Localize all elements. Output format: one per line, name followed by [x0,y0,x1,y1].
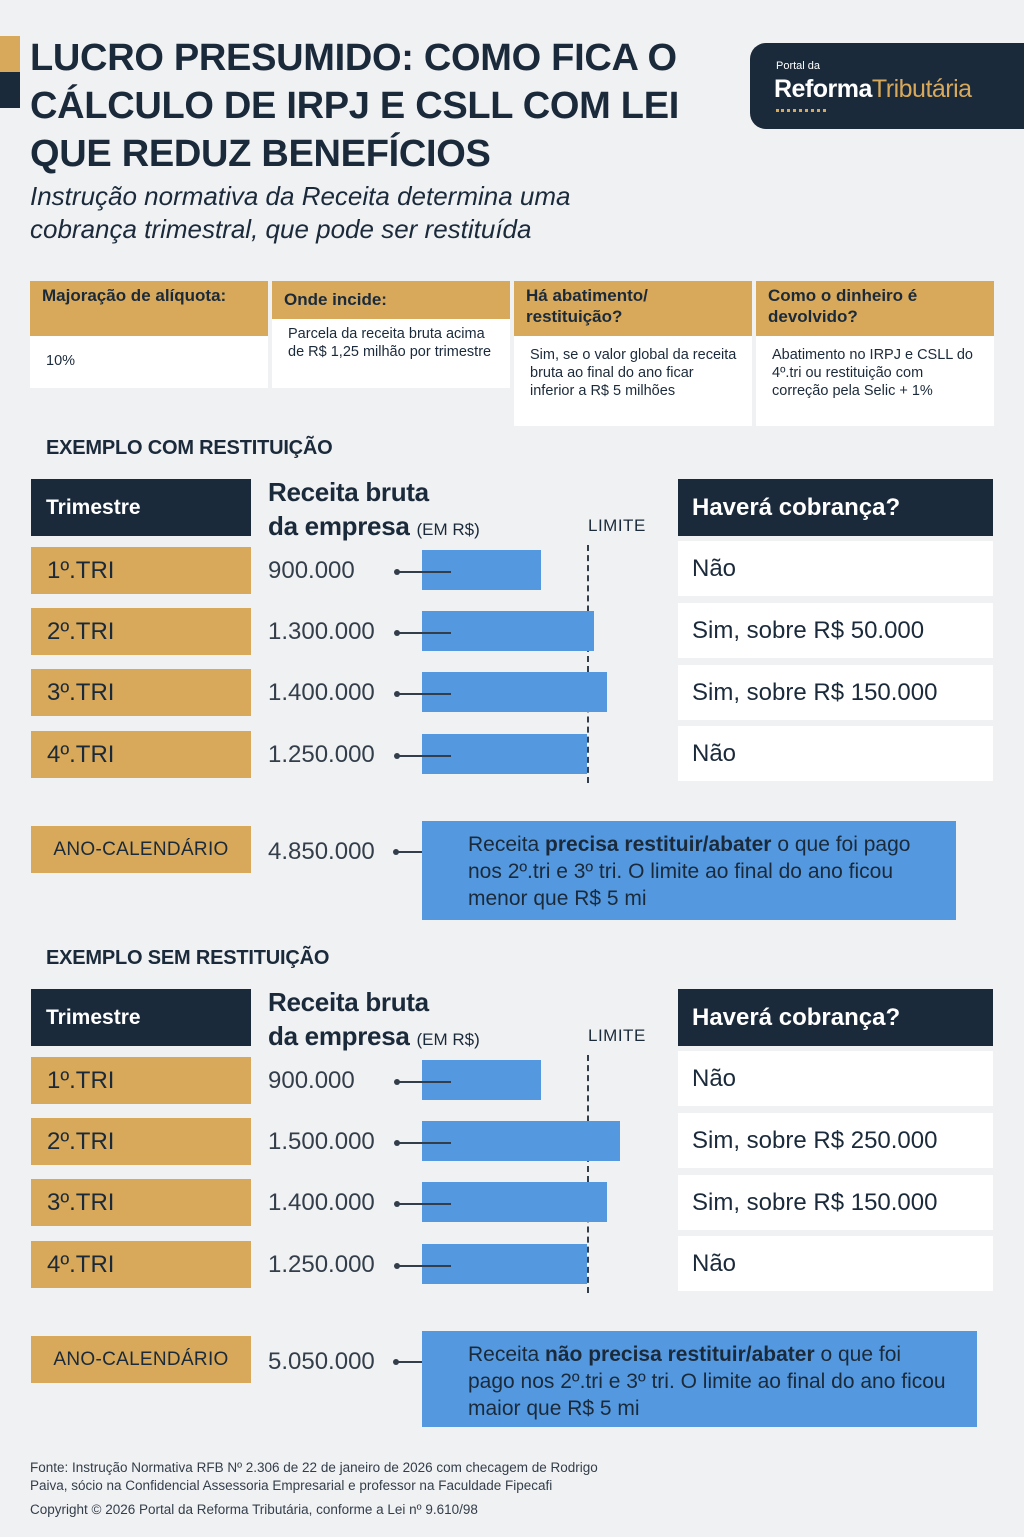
title-line: QUE REDUZ BENEFÍCIOS [30,133,491,175]
trimestre-cell: 4º.TRI [31,1241,251,1288]
receita-bar [422,1244,587,1284]
note-text-post: o que foi pago nos 2º.tri e 3º tri. O limite ao final do ano ficou maior que R$ 5 mi [468,1343,946,1420]
value-connector [397,1203,451,1205]
value-connector [397,632,451,634]
header-trimestre: Trimestre [31,479,251,536]
note-text-pre: Receita [468,833,546,856]
page-subtitle [30,180,730,246]
note-box [422,1331,977,1427]
receita-bar [422,672,607,712]
trimestre-cell: 3º.TRI [31,669,251,716]
header-havera-cobranca: Haverá cobrança? [678,989,993,1046]
subtitle-line: Instrução normativa da Receita determina uma [30,181,571,211]
accent-bar-gold [0,36,20,72]
ano-total-value: 4.850.000 [268,837,375,865]
receita-value: 1.300.000 [268,617,375,645]
ano-total-value: 5.050.000 [268,1347,375,1375]
note-box [422,821,956,920]
trimestre-cell: 1º.TRI [31,1057,251,1104]
cobranca-answer: Não [678,1051,993,1106]
receita-value: 1.400.000 [268,678,375,706]
cobranca-answer: Sim, sobre R$ 50.000 [678,603,993,658]
trimestre-cell: 3º.TRI [31,1179,251,1226]
logo-wordmark [774,75,972,104]
section-title: EXEMPLO COM RESTITUIÇÃO [46,437,333,459]
receita-value: 1.250.000 [268,740,375,768]
accent-bar-navy [0,72,20,108]
receita-bar [422,611,594,651]
receita-line-2 [268,509,480,547]
info-body-abatimento: Sim, se o valor global da receita bruta ao final do ano ficar inferior a R$ 5 milhões [514,336,752,426]
info-head-aliquota: Majoração de alíquota: [30,281,268,336]
logo-dots [776,109,826,112]
section-title: EXEMPLO SEM RESTITUIÇÃO [46,947,330,969]
logo-tributaria: Tributária [871,75,972,103]
portal-logo [750,43,1024,129]
value-connector [397,693,451,695]
info-head-abatimento: Há abatimento/ restituição? [514,281,752,336]
receita-value: 1.500.000 [268,1127,375,1155]
info-head-onde-incide: Onde incide: [272,281,510,319]
receita-bar [422,1060,541,1100]
receita-bar [422,550,541,590]
receita-line-1: Receita bruta [268,987,429,1017]
logo-small-text: Portal da [776,60,821,72]
receita-line-2 [268,1019,480,1057]
header-receita [268,985,480,1057]
header-havera-cobranca: Haverá cobrança? [678,479,993,536]
logo-reforma: Reforma [774,75,872,103]
limite-line [587,545,589,783]
info-body-onde-incide: Parcela da receita bruta acima de R$ 1,25 milhão por trimestre [272,319,510,388]
cobranca-answer: Sim, sobre R$ 250.000 [678,1113,993,1168]
info-head-devolucao: Como o dinheiro é devolvido? [756,281,994,336]
value-connector [397,1265,451,1267]
info-body-devolucao: Abatimento no IRPJ e CSLL do 4º.tri ou restituição com correção pela Selic + 1% [756,336,994,426]
receita-bar [422,1182,607,1222]
value-connector [397,571,451,573]
note-text-bold: não precisa restituir/abater [545,1343,815,1366]
cobranca-answer: Não [678,726,993,781]
footer-source [30,1459,598,1495]
note-text-pre: Receita [468,1343,546,1366]
ano-calendario-cell: ANO-CALENDÁRIO [31,826,251,873]
note-text-post: o que foi pago nos 2º.tri e 3º tri. O limite ao final do ano ficou menor que R$ 5 mi [468,833,911,910]
note-text-bold: precisa restituir/abater [545,833,772,856]
header-trimestre: Trimestre [31,989,251,1046]
value-connector [397,1081,451,1083]
trimestre-cell: 2º.TRI [31,1118,251,1165]
trimestre-cell: 4º.TRI [31,731,251,778]
limite-label: LIMITE [588,516,646,535]
subtitle-line: cobrança trimestral, que pode ser restituída [30,214,532,244]
receita-line-2-text: da empresa [268,511,410,541]
page-title [30,34,730,178]
cobranca-answer: Sim, sobre R$ 150.000 [678,1175,993,1230]
receita-unit: (EM R$) [416,1030,480,1049]
trimestre-cell: 2º.TRI [31,608,251,655]
source-line: Paiva, sócio na Confidencial Assessoria Empresarial e professor na Faculdade Fipecafi [30,1478,553,1493]
receita-unit: (EM R$) [416,520,480,539]
info-body-aliquota: 10% [30,336,268,388]
cobranca-answer: Sim, sobre R$ 150.000 [678,665,993,720]
receita-value: 900.000 [268,1066,355,1094]
receita-value: 900.000 [268,556,355,584]
source-line: Fonte: Instrução Normativa RFB Nº 2.306 de 22 de janeiro de 2026 com checagem de Rodrigo [30,1460,598,1475]
receita-bar [422,1121,620,1161]
receita-value: 1.250.000 [268,1250,375,1278]
header-receita [268,475,480,547]
limite-label: LIMITE [588,1026,646,1045]
receita-line-1: Receita bruta [268,477,429,507]
receita-bar [422,734,587,774]
limite-line [587,1055,589,1293]
value-connector [397,755,451,757]
value-connector [397,1142,451,1144]
receita-line-2-text: da empresa [268,1021,410,1051]
title-line: LUCRO PRESUMIDO: COMO FICA O [30,37,677,79]
ano-calendario-cell: ANO-CALENDÁRIO [31,1336,251,1383]
cobranca-answer: Não [678,1236,993,1291]
trimestre-cell: 1º.TRI [31,547,251,594]
receita-value: 1.400.000 [268,1188,375,1216]
title-line: CÁLCULO DE IRPJ E CSLL COM LEI [30,85,680,127]
cobranca-answer: Não [678,541,993,596]
footer-copyright: Copyright © 2026 Portal da Reforma Tributária, conforme a Lei nº 9.610/98 [30,1502,478,1517]
